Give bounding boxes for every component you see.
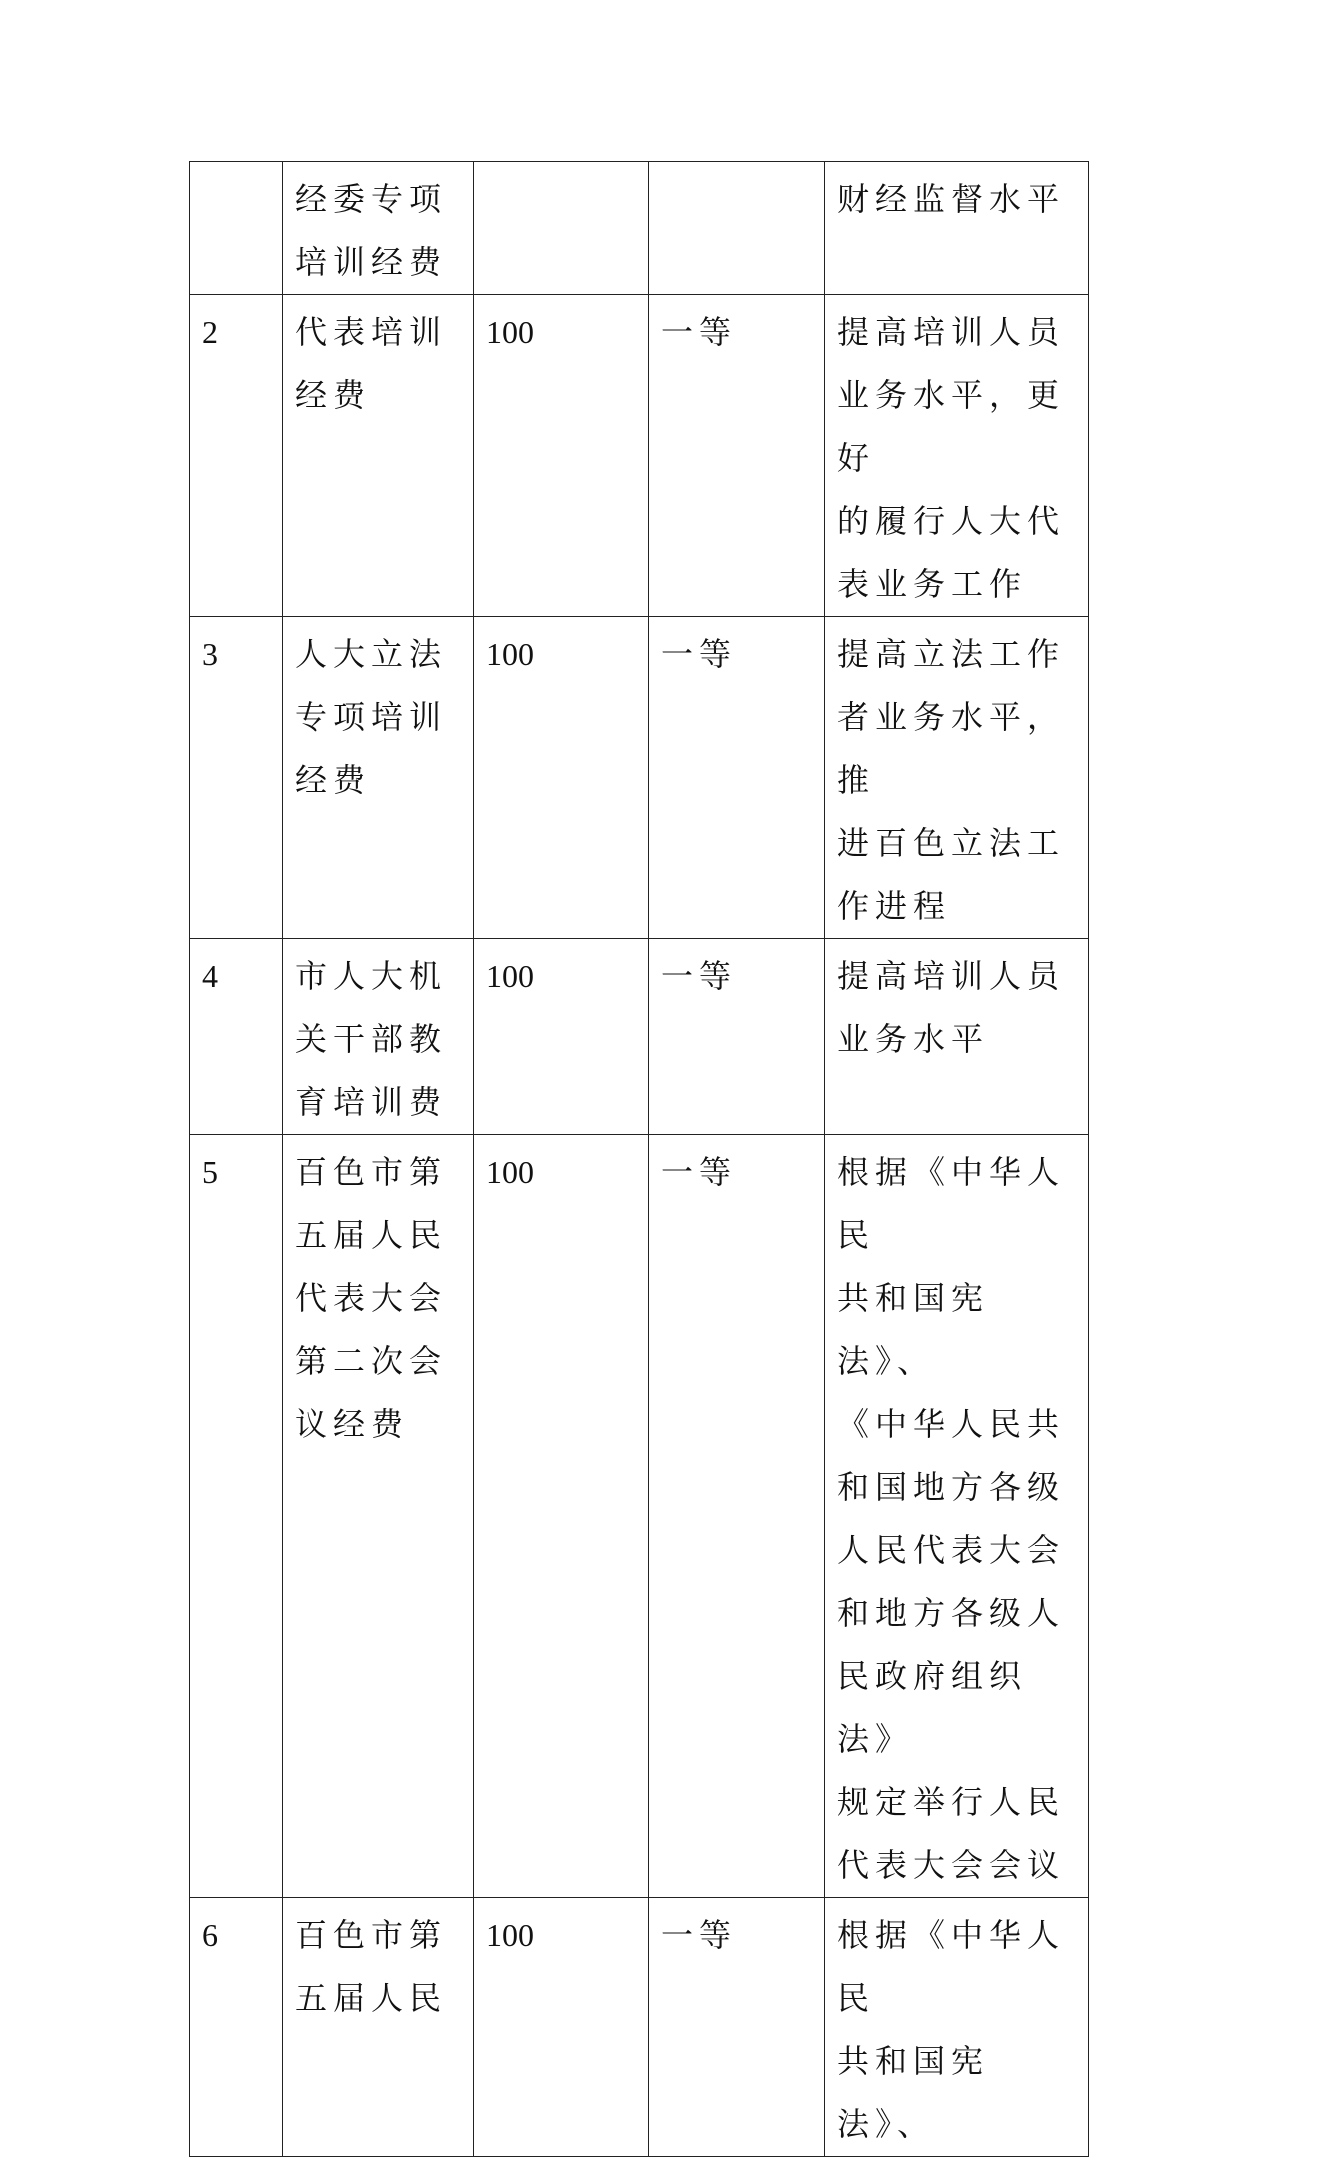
goal-cell: 根据《中华人民 共和国宪法》、 <box>825 1898 1089 2157</box>
table-row <box>190 617 1089 939</box>
row-number-cell: 6 <box>190 1898 283 2157</box>
amount-cell: 100 <box>474 295 649 617</box>
goal-cell: 提高培训人员 业务水平，更好 的履行人大代 表业务工作 <box>825 295 1089 617</box>
row-number-cell: 2 <box>190 295 283 617</box>
grade-cell: 一等 <box>649 617 825 939</box>
amount-cell: 100 <box>474 617 649 939</box>
grade-cell: 一等 <box>649 295 825 617</box>
amount-cell <box>474 162 649 295</box>
amount-cell: 100 <box>474 939 649 1135</box>
project-name-cell: 人大立法 专项培训 经费 <box>283 617 474 939</box>
table-row <box>190 295 1089 617</box>
table-row <box>190 1135 1089 1898</box>
grade-cell <box>649 162 825 295</box>
budget-table <box>189 161 1089 2157</box>
goal-cell: 提高立法工作 者业务水平，推 进百色立法工 作进程 <box>825 617 1089 939</box>
goal-cell: 财经监督水平 <box>825 162 1089 295</box>
amount-cell: 100 <box>474 1135 649 1898</box>
project-name-cell: 经委专项 培训经费 <box>283 162 474 295</box>
goal-cell: 提高培训人员 业务水平 <box>825 939 1089 1135</box>
grade-cell: 一等 <box>649 1898 825 2157</box>
project-name-cell: 代表培训 经费 <box>283 295 474 617</box>
table-row <box>190 162 1089 295</box>
table-row <box>190 1898 1089 2157</box>
project-name-cell: 百色市第 五届人民 <box>283 1898 474 2157</box>
project-name-cell: 市人大机 关干部教 育培训费 <box>283 939 474 1135</box>
grade-cell: 一等 <box>649 939 825 1135</box>
row-number-cell: 4 <box>190 939 283 1135</box>
table-row <box>190 939 1089 1135</box>
project-name-cell: 百色市第 五届人民 代表大会 第二次会 议经费 <box>283 1135 474 1898</box>
row-number-cell: 3 <box>190 617 283 939</box>
goal-cell: 根据《中华人民 共和国宪法》、 《中华人民共 和国地方各级 人民代表大会 和地方各级人 民政府组织法》 规定举行人民 代表大会会议 <box>825 1135 1089 1898</box>
grade-cell: 一等 <box>649 1135 825 1898</box>
row-number-cell: 5 <box>190 1135 283 1898</box>
amount-cell: 100 <box>474 1898 649 2157</box>
row-number-cell <box>190 162 283 295</box>
